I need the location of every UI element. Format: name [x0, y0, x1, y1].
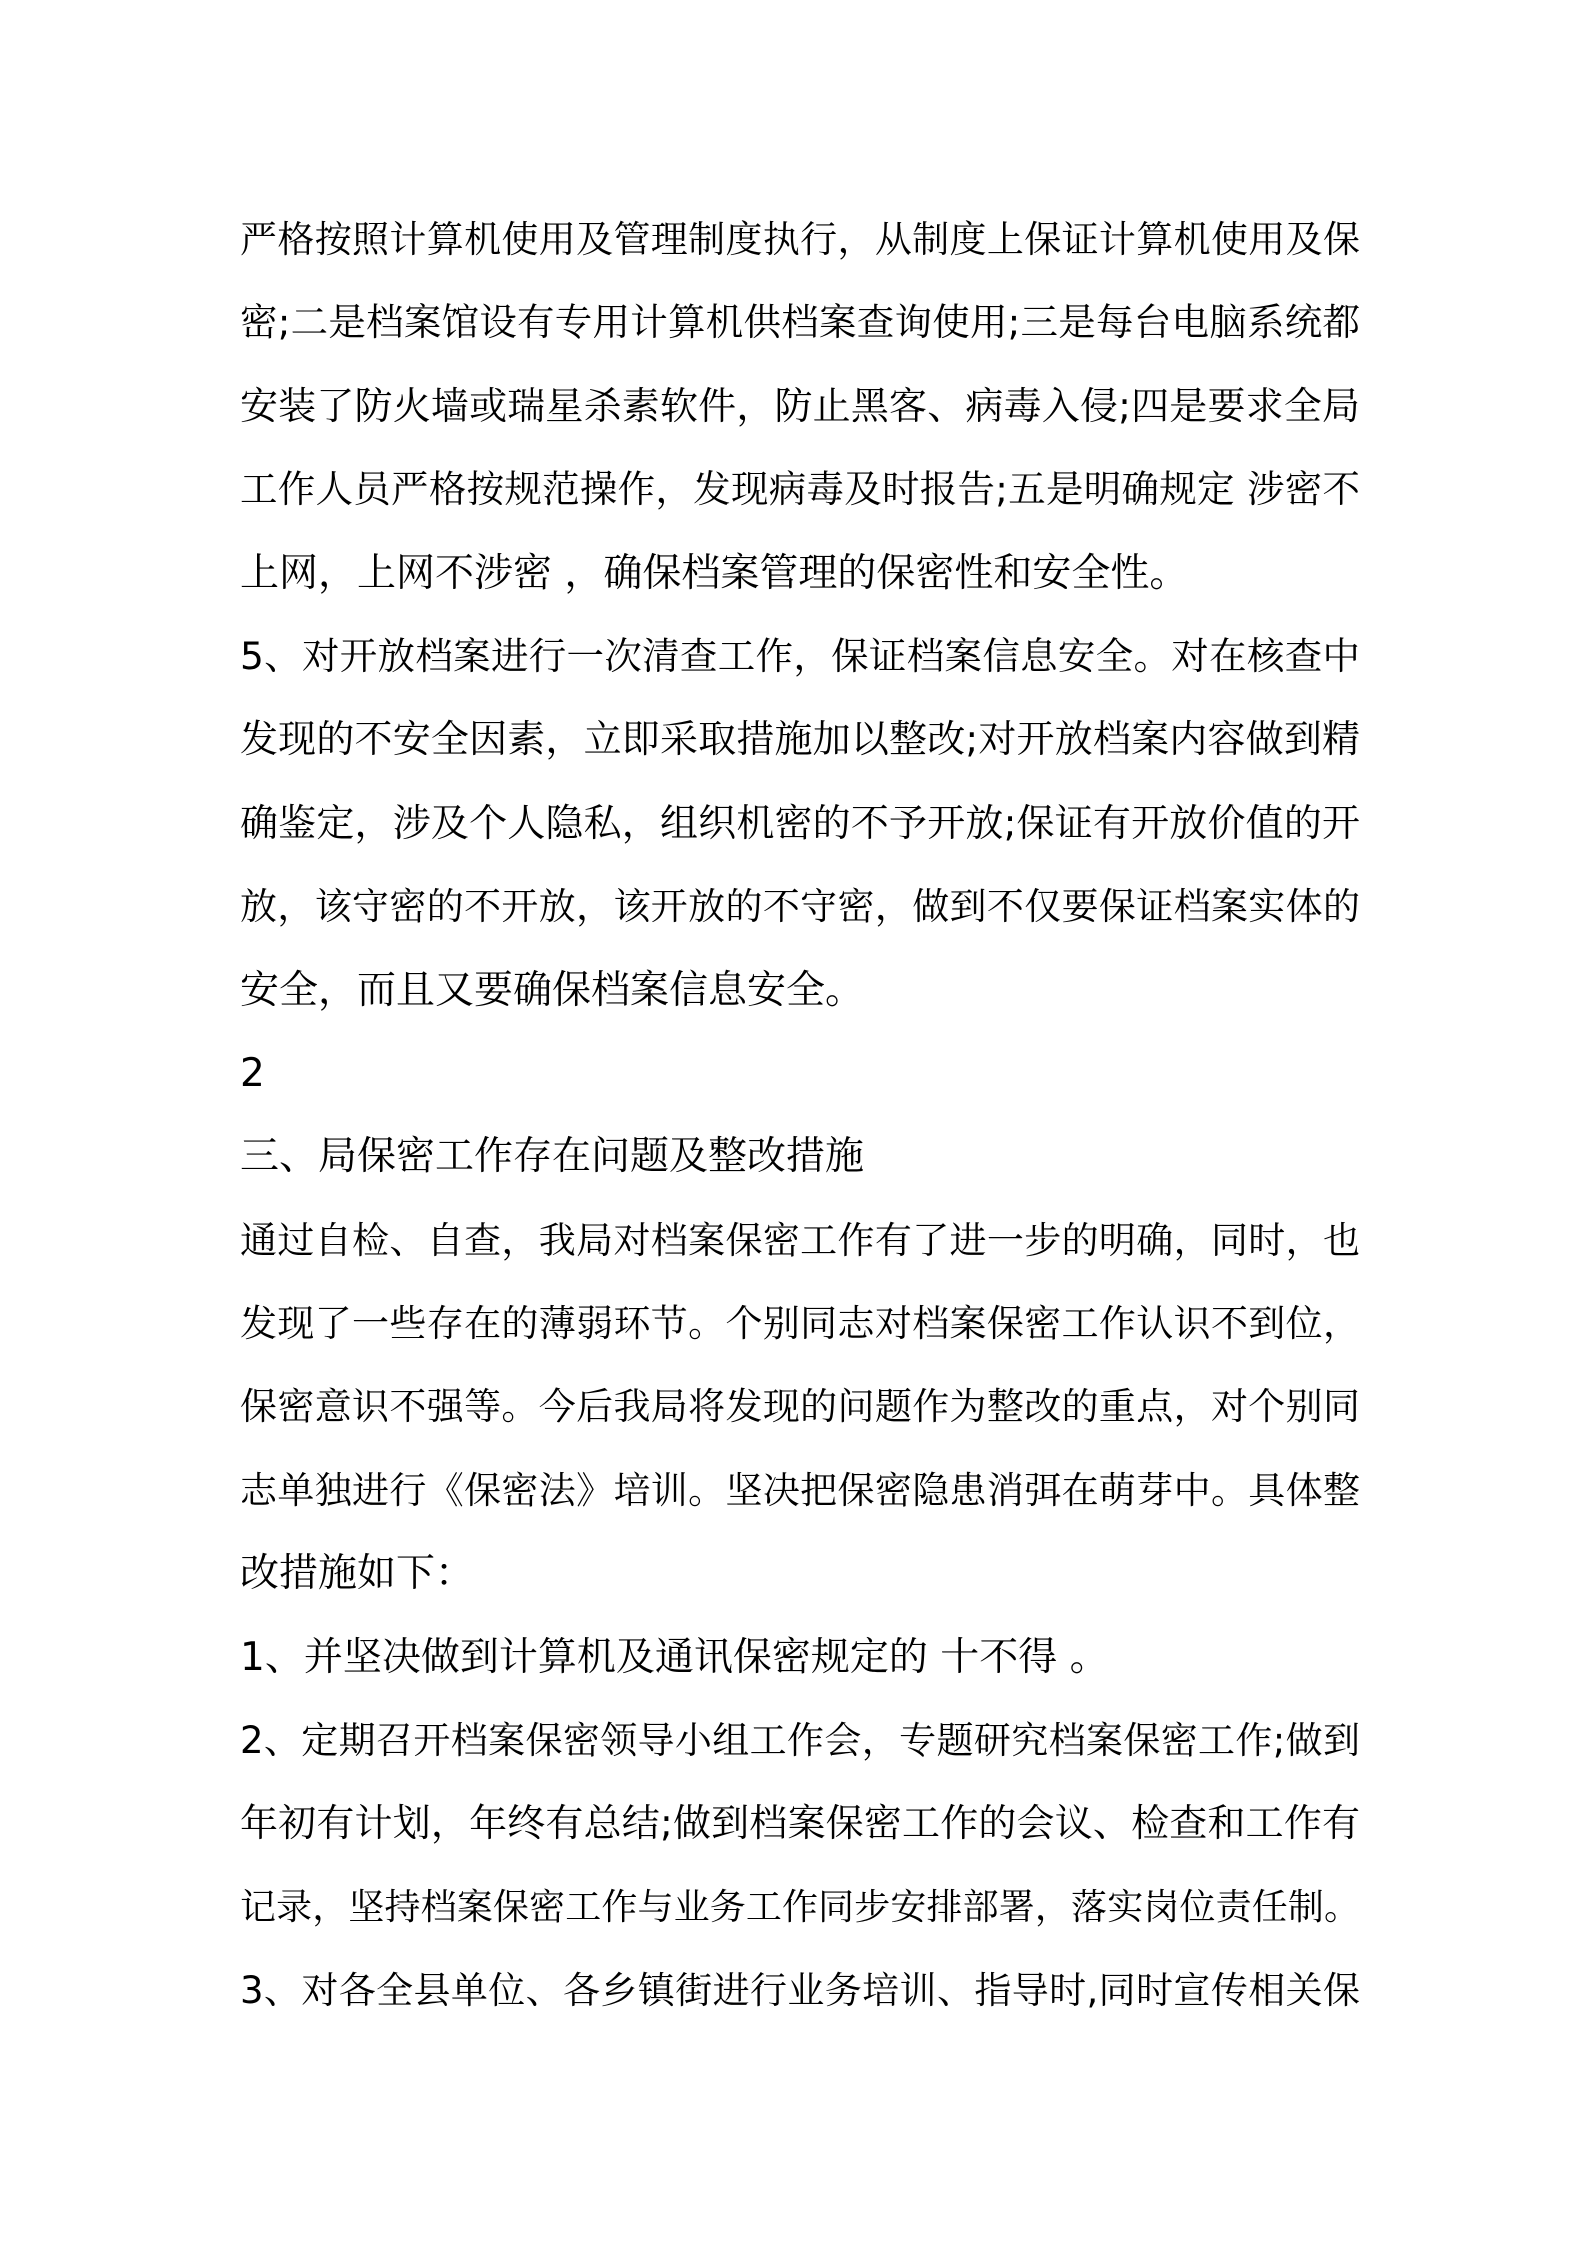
text-line: 上网，上网不涉密 ，确保档案管理的保密性和安全性。 — [240, 550, 1189, 596]
text-line: 记录，坚持档案保密工作与业务工作同步安排部署，落实岗位责任制。 — [240, 1886, 1360, 1928]
list-item: 3、对各全县单位、各乡镇街进行业务培训、指导时,同时宣传相关保 — [240, 1969, 1360, 2013]
text-line: 保密意识不强等。今后我局将发现的问题作为整改的重点，对个别同 — [240, 1385, 1360, 1429]
list-item: 1、并坚决做到计算机及通讯保密规定的 十不得 。 — [240, 1634, 1109, 1680]
text-line: 志单独进行《保密法》培训。坚决把保密隐患消弭在萌芽中。具体整 — [240, 1468, 1360, 1512]
text-line: 安全，而且又要确保档案信息安全。 — [240, 967, 865, 1013]
text-line: 放，该守密的不开放，该开放的不守密，做到不仅要保证档案实体的 — [240, 885, 1360, 929]
document-body — [240, 198, 1360, 2033]
text-line: 改措施如下： — [240, 1551, 475, 1597]
text-line: 年初有计划，年终有总结;做到档案保密工作的会议、检查和工作有 — [240, 1801, 1360, 1846]
page-number: 2 — [240, 1050, 265, 1096]
list-item: 2、定期召开档案保密领导小组工作会，专题研究档案保密工作;做到 — [240, 1719, 1360, 1763]
text-line: 发现了一些存在的薄弱环节。个别同志对档案保密工作认识不到位， — [240, 1302, 1360, 1346]
text-line: 5、对开放档案进行一次清查工作，保证档案信息安全。对在核查中 — [240, 633, 1360, 678]
text-line: 工作人员严格按规范操作，发现病毒及时报告;五是明确规定 涉密不 — [240, 467, 1360, 512]
section-heading: 三、局保密工作存在问题及整改措施 — [240, 1134, 865, 1180]
text-line: 通过自检、自查，我局对档案保密工作有了进一步的明确，同时，也 — [240, 1218, 1360, 1262]
text-line: 确鉴定，涉及个人隐私，组织机密的不予开放;保证有开放价值的开 — [240, 800, 1360, 845]
text-line: 发现的不安全因素，立即采取措施加以整改;对开放档案内容做到精 — [240, 717, 1360, 762]
text-line: 安装了防火墙或瑞星杀素软件，防止黑客、病毒入侵;四是要求全局 — [240, 383, 1360, 428]
text-line: 密;二是档案馆设有专用计算机供档案查询使用;三是每台电脑系统都 — [240, 300, 1360, 345]
text-line: 严格按照计算机使用及管理制度执行，从制度上保证计算机使用及保 — [240, 218, 1360, 261]
